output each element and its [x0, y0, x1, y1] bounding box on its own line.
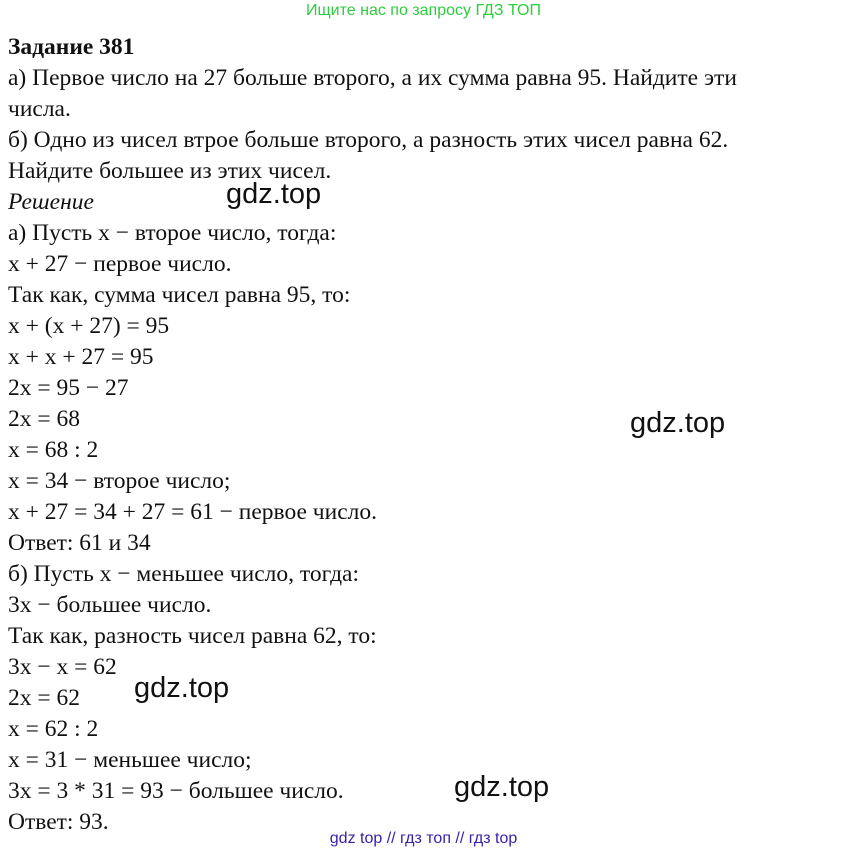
- watermark: gdz.top: [134, 672, 230, 704]
- solution-line: а) Пусть х − второе число, тогда:: [8, 220, 337, 246]
- solution-label: Решение: [8, 189, 94, 215]
- watermark: gdz.top: [630, 407, 726, 439]
- solution-line: Так как, разность чисел равна 62, то:: [8, 623, 377, 649]
- solution-line: х + х + 27 = 95: [8, 344, 154, 370]
- watermark: gdz.top: [454, 771, 550, 803]
- solution-line: 2х = 95 − 27: [8, 375, 129, 401]
- answer-line: Ответ: 93.: [8, 809, 109, 835]
- bottom-banner-link[interactable]: gdz top // гдз топ // гдз top: [329, 830, 518, 847]
- solution-line: х + 27 − первое число.: [8, 251, 232, 277]
- task-line: Найдите большее из этих чисел.: [8, 158, 332, 184]
- task-line: б) Одно из чисел втрое больше второго, а разность этих чисел равна 62.: [8, 127, 729, 153]
- solution-line: Так как, сумма чисел равна 95, то:: [8, 282, 351, 308]
- task-line: числа.: [8, 96, 71, 122]
- solution-line: 2х = 62: [8, 685, 81, 711]
- solution-line: х = 68 : 2: [8, 437, 99, 463]
- solution-line: 3х − х = 62: [8, 654, 117, 680]
- task-line: а) Первое число на 27 больше второго, а их сумма равна 95. Найдите эти: [8, 65, 737, 91]
- solution-line: б) Пусть х − меньшее число, тогда:: [8, 561, 359, 587]
- top-banner-link[interactable]: Ищите нас по запросу ГДЗ ТОП: [306, 2, 541, 19]
- solution-line: х = 31 − меньшее число;: [8, 747, 252, 773]
- solution-line: 2х = 68: [8, 406, 81, 432]
- solution-line: х = 34 − второе число;: [8, 468, 231, 494]
- solution-line: х = 62 : 2: [8, 716, 99, 742]
- answer-line: Ответ: 61 и 34: [8, 530, 151, 556]
- task-title: Задание 381: [8, 34, 135, 60]
- solution-line: х + (х + 27) = 95: [8, 313, 170, 339]
- solution-line: х + 27 = 34 + 27 = 61 − первое число.: [8, 499, 377, 525]
- solution-line: 3х − большее число.: [8, 592, 212, 618]
- solution-line: 3х = 3 * 31 = 93 − большее число.: [8, 778, 344, 804]
- watermark: gdz.top: [226, 178, 322, 210]
